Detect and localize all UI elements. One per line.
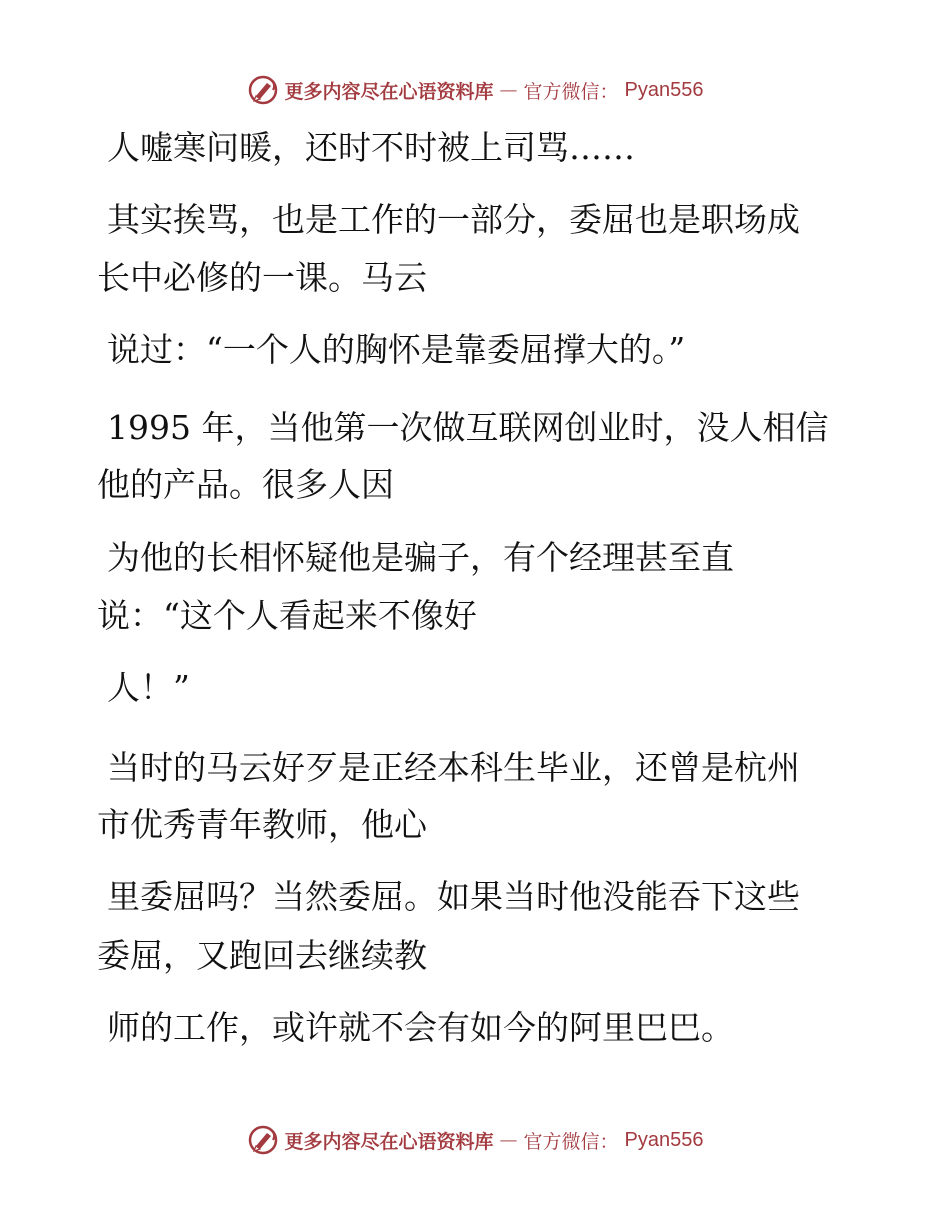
header-banner	[0, 70, 950, 110]
banner-separator: —	[499, 79, 518, 101]
text-line: 说：“这个人看起来不像好	[97, 596, 477, 635]
footer-banner	[0, 1120, 950, 1160]
text-line: 其实挨骂，也是工作的一部分，委屈也是职场成	[107, 200, 800, 239]
banner-wechat-label: 官方微信：	[523, 80, 619, 103]
pen-logo-icon	[247, 1124, 279, 1156]
banner-wechat-id: Pyan556	[624, 78, 704, 101]
banner-title: 更多内容尽在心语资料库	[284, 80, 494, 103]
pen-logo-icon	[247, 74, 279, 106]
text-line: 当时的马云好歹是正经本科生毕业，还曾是杭州	[107, 748, 800, 787]
banner-title: 更多内容尽在心语资料库	[284, 1130, 494, 1153]
text-line: 人！”	[107, 668, 190, 707]
banner-separator: —	[499, 1129, 518, 1151]
text-line: 里委屈吗？当然委屈。如果当时他没能吞下这些	[107, 877, 800, 916]
text-line: 说过：“一个人的胸怀是靠委屈撑大的。”	[107, 330, 686, 369]
banner-wechat-label: 官方微信：	[523, 1130, 619, 1153]
text-line: 师的工作，或许就不会有如今的阿里巴巴。	[107, 1008, 734, 1047]
text-line: 委屈，又跑回去继续教	[97, 936, 427, 975]
text-line: 1995 年，当他第一次做互联网创业时，没人相信	[107, 408, 829, 447]
text-line: 人嘘寒问暖，还时不时被上司骂……	[107, 128, 635, 167]
text-line: 为他的长相怀疑他是骗子，有个经理甚至直	[107, 538, 734, 577]
text-line: 他的产品。很多人因	[97, 465, 394, 504]
banner-wechat-id: Pyan556	[624, 1128, 704, 1151]
text-line: 市优秀青年教师，他心	[97, 805, 427, 844]
text-line: 长中必修的一课。马云	[97, 258, 427, 297]
